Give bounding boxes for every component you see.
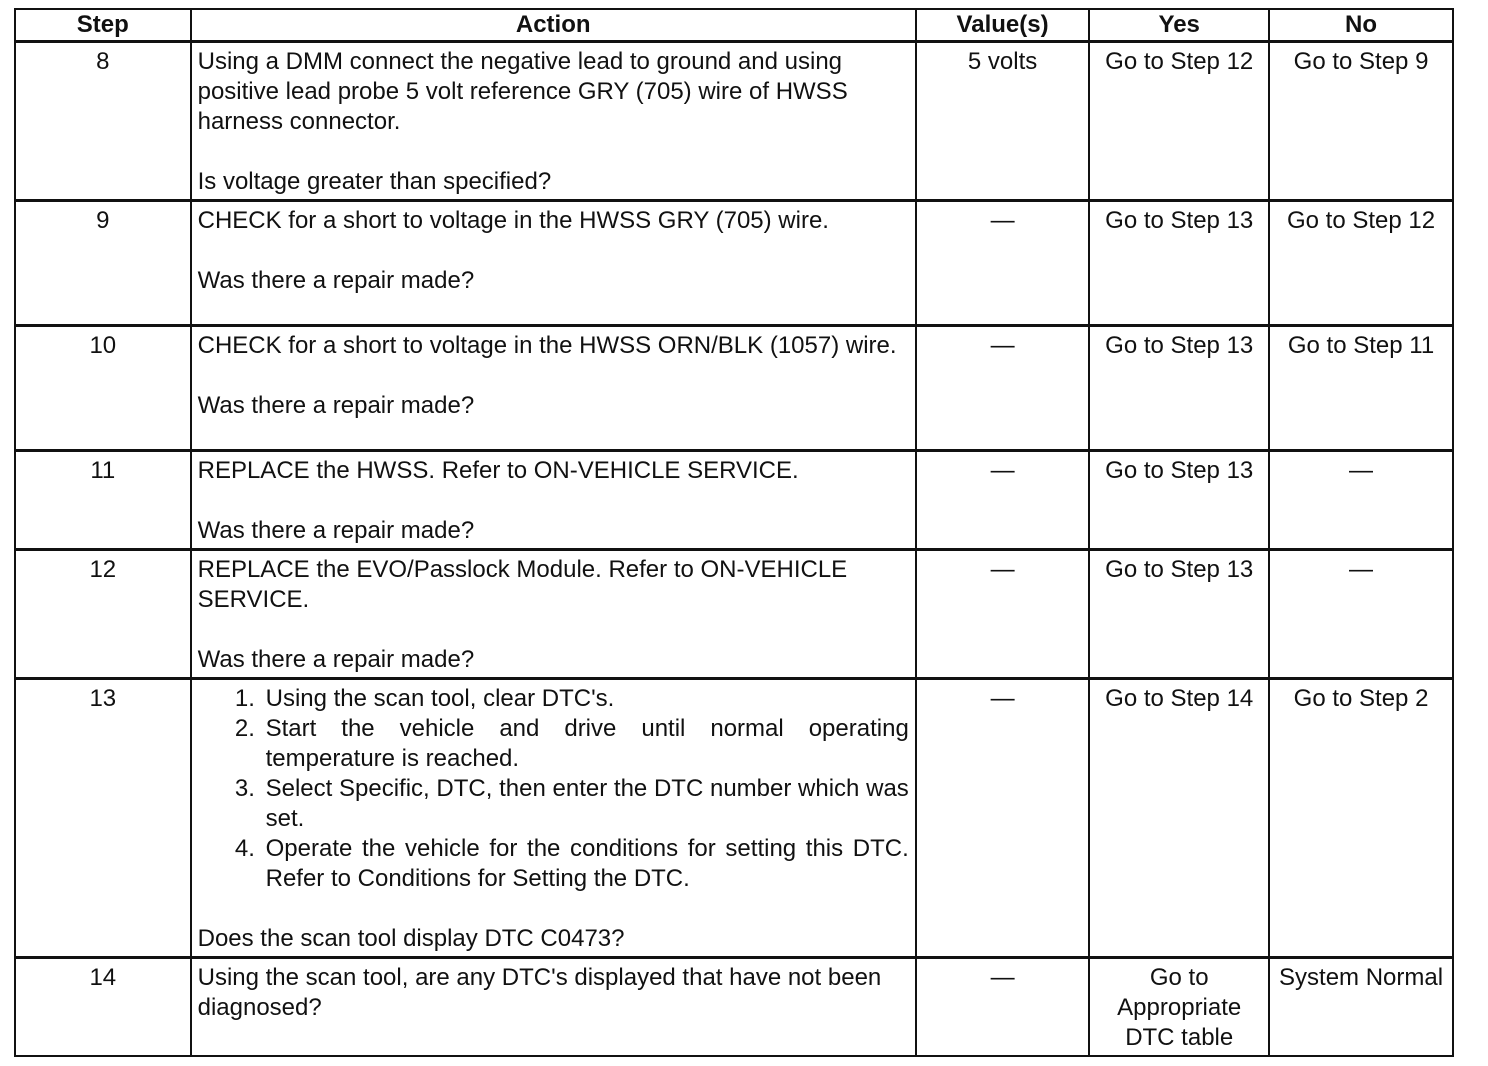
action-cell <box>191 550 916 679</box>
header-step: Step <box>15 9 191 42</box>
no-cell: System Normal <box>1269 958 1453 1057</box>
no-cell: Go to Step 2 <box>1269 679 1453 958</box>
step-number: 13 <box>15 679 191 958</box>
value-cell: — <box>916 550 1090 679</box>
header-no: No <box>1269 9 1453 42</box>
no-cell: — <box>1269 451 1453 550</box>
action-text: Using the scan tool, are any DTC's displayed that have not been diagnosed? <box>197 964 882 1021</box>
action-text: REPLACE the HWSS. Refer to ON-VEHICLE SERVICE. <box>197 457 799 484</box>
yes-cell: Go to Step 12 <box>1089 42 1269 201</box>
action-question: Was there a repair made? <box>197 517 475 544</box>
action-question: Was there a repair made? <box>197 392 475 419</box>
value-cell: — <box>916 958 1090 1057</box>
value-cell: — <box>916 326 1090 451</box>
action-cell <box>191 326 916 451</box>
step-number: 10 <box>15 326 191 451</box>
action-text: REPLACE the EVO/Passlock Module. Refer to ON-VEHICLE SERVICE. <box>197 556 848 613</box>
step-number: 12 <box>15 550 191 679</box>
table-row <box>15 201 1453 326</box>
step-number: 8 <box>15 42 191 201</box>
header-action: Action <box>191 9 916 42</box>
action-cell <box>191 679 916 958</box>
table-row <box>15 42 1453 201</box>
action-cell <box>191 42 916 201</box>
yes-cell: Go to Step 13 <box>1089 201 1269 326</box>
yes-cell: Go to Step 13 <box>1089 326 1269 451</box>
action-question: Was there a repair made? <box>197 646 475 673</box>
action-question: Was there a repair made? <box>197 267 475 294</box>
table-row <box>15 451 1453 550</box>
no-cell: Go to Step 12 <box>1269 201 1453 326</box>
yes-cell: Go to Step 14 <box>1089 679 1269 958</box>
action-cell <box>191 958 916 1057</box>
yes-cell: Go to Appropriate DTC table <box>1089 958 1269 1057</box>
list-item: 2. Start the vehicle and drive until normal operating temperature is reached. <box>262 714 909 774</box>
action-text: Using a DMM connect the negative lead to ground and using positive lead probe 5 volt reference GRY (705) wire of HWSS harness connector. <box>197 48 848 135</box>
diagnostic-table <box>14 8 1454 1057</box>
step-number: 11 <box>15 451 191 550</box>
list-item: 3. Select Specific, DTC, then enter the DTC number which was set. <box>262 774 909 834</box>
value-cell: 5 volts <box>916 42 1090 201</box>
action-text: CHECK for a short to voltage in the HWSS GRY (705) wire. <box>197 207 829 234</box>
value-cell: — <box>916 201 1090 326</box>
table-row <box>15 326 1453 451</box>
step-number: 14 <box>15 958 191 1057</box>
header-value: Value(s) <box>916 9 1090 42</box>
action-cell <box>191 451 916 550</box>
no-cell: Go to Step 9 <box>1269 42 1453 201</box>
table-row <box>15 958 1453 1057</box>
value-cell: — <box>916 451 1090 550</box>
yes-cell: Go to Step 13 <box>1089 451 1269 550</box>
action-question: Does the scan tool display DTC C0473? <box>197 925 625 952</box>
list-item: 1. Using the scan tool, clear DTC's. <box>262 684 909 714</box>
list-item: 4. Operate the vehicle for the conditions for setting this DTC. Refer to Conditions for Setting the DTC. <box>262 834 909 894</box>
no-cell: Go to Step 11 <box>1269 326 1453 451</box>
header-row <box>15 9 1453 42</box>
table-row <box>15 679 1453 958</box>
yes-cell: Go to Step 13 <box>1089 550 1269 679</box>
action-text: CHECK for a short to voltage in the HWSS ORN/BLK (1057) wire. <box>197 332 897 359</box>
header-yes: Yes <box>1089 9 1269 42</box>
no-cell: — <box>1269 550 1453 679</box>
step-number: 9 <box>15 201 191 326</box>
action-cell <box>191 201 916 326</box>
value-cell: — <box>916 679 1090 958</box>
action-question: Is voltage greater than specified? <box>197 168 552 195</box>
table-row <box>15 550 1453 679</box>
action-steps-list <box>198 684 909 894</box>
